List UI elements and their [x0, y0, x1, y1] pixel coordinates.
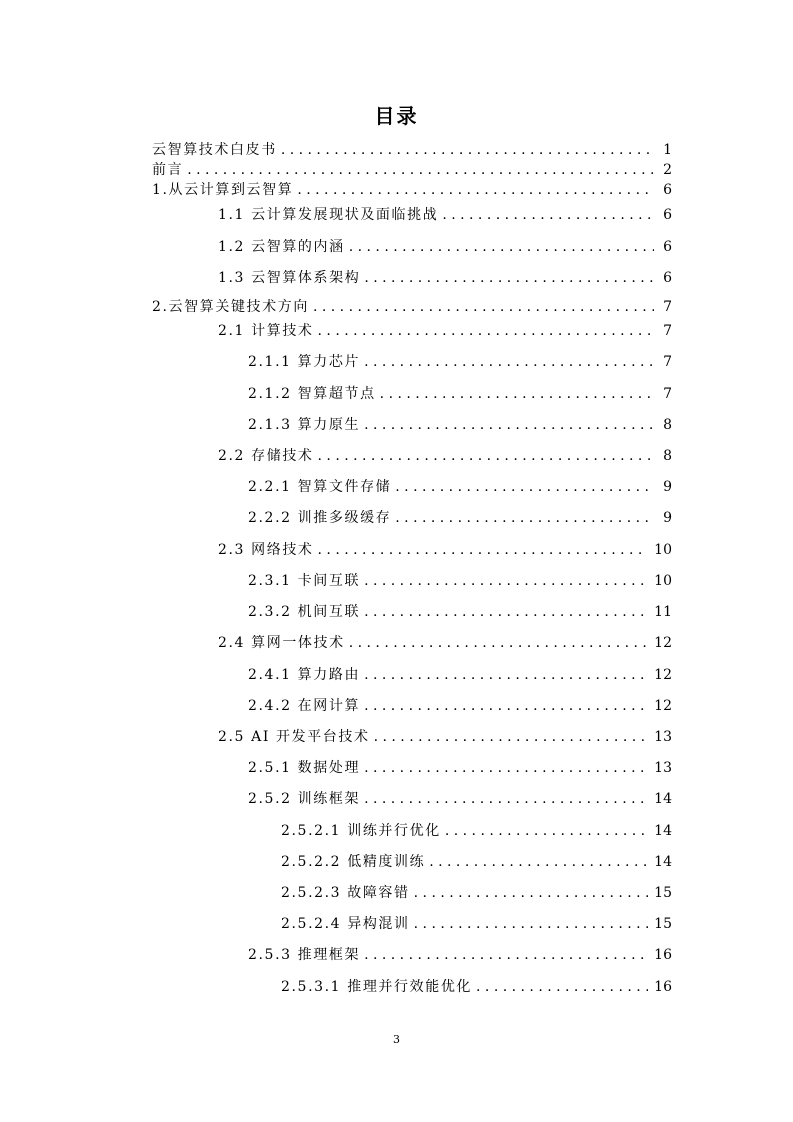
toc-entry-page: 15: [654, 885, 672, 901]
toc-entry-page: 8: [663, 448, 672, 464]
toc-leader-dots: [364, 353, 654, 372]
toc-entry-label: 2.5.1 数据处理: [248, 760, 361, 776]
toc-leader-dots: [414, 884, 649, 903]
toc-entry-label: 1.2 云智算的内涵: [218, 239, 345, 255]
toc-entry-page: 14: [654, 823, 672, 839]
toc-entry-page: 6: [663, 239, 672, 255]
toc-entry[interactable]: [218, 634, 672, 653]
toc-title: 目录: [374, 104, 419, 128]
toc-entry[interactable]: [152, 161, 672, 180]
toc-entry[interactable]: [218, 269, 672, 288]
page-number: 3: [393, 1033, 400, 1046]
toc-entry-page: 16: [654, 979, 672, 995]
toc-entry-page: 12: [654, 698, 672, 714]
toc-entry-label: 云智算技术白皮书: [152, 142, 277, 158]
toc-entry[interactable]: [218, 447, 672, 466]
toc-entry[interactable]: [218, 238, 672, 257]
toc-leader-dots: [349, 634, 648, 653]
toc-entry[interactable]: [218, 206, 672, 225]
toc-entry-page: 14: [654, 854, 672, 870]
toc-leader-dots: [364, 759, 648, 778]
toc-leader-dots: [476, 978, 648, 997]
toc-entry[interactable]: [248, 759, 672, 778]
toc-entry[interactable]: [152, 141, 672, 160]
toc-entry[interactable]: [248, 353, 672, 372]
toc-entry-label: 2.1 计算技术: [218, 323, 314, 339]
toc-leader-dots: [364, 572, 648, 591]
toc-entry-label: 2.3.2 机间互联: [248, 604, 361, 620]
toc-entry-label: 2.3 网络技术: [218, 542, 314, 558]
toc-entry[interactable]: [248, 790, 672, 809]
toc-entry-label: 1.3 云智算体系架构: [218, 270, 361, 286]
toc-entry-label: 1.从云计算到云智算: [152, 182, 294, 198]
toc-leader-dots: [395, 509, 654, 528]
toc-leader-dots: [281, 141, 654, 160]
toc-leader-dots: [364, 697, 648, 716]
toc-entry[interactable]: [218, 322, 672, 341]
toc-entry-label: 2.5.2.4 异构混训: [281, 916, 410, 932]
toc-entry-label: 2.5.2.2 低精度训练: [281, 854, 426, 870]
toc-entry-label: 2.1.1 算力芯片: [248, 354, 361, 370]
toc-entry-page: 9: [663, 479, 672, 495]
toc-entry-page: 7: [663, 323, 672, 339]
toc-entry-page: 6: [663, 207, 672, 223]
toc-entry-page: 2: [663, 162, 672, 178]
toc-leader-dots: [364, 790, 648, 809]
toc-entry-label: 2.3.1 卡间互联: [248, 573, 361, 589]
toc-leader-dots: [297, 181, 654, 200]
toc-entry-page: 10: [654, 542, 672, 558]
toc-entry-label: 2.4 算网一体技术: [218, 635, 345, 651]
toc-entry[interactable]: [248, 697, 672, 716]
toc-leader-dots: [313, 298, 654, 317]
toc-entry[interactable]: [248, 478, 672, 497]
toc-entry-page: 6: [663, 270, 672, 286]
toc-entry[interactable]: [248, 946, 672, 965]
toc-entry-label: 2.1.3 算力原生: [248, 417, 361, 433]
toc-entry-label: 2.5.3.1 推理并行效能优化: [281, 979, 473, 995]
toc-entry-page: 12: [654, 635, 672, 651]
toc-entry-label: 2.2.1 智算文件存储: [248, 479, 392, 495]
toc-entry[interactable]: [218, 541, 672, 560]
toc-entry-page: 14: [654, 791, 672, 807]
toc-entry[interactable]: [248, 416, 672, 435]
toc-entry-label: 2.4.2 在网计算: [248, 698, 361, 714]
toc-leader-dots: [414, 915, 649, 934]
toc-entry[interactable]: [152, 181, 672, 200]
toc-entry[interactable]: [281, 853, 672, 872]
toc-entry-label: 2.2.2 训推多级缓存: [248, 510, 392, 526]
toc-entry-page: 13: [654, 760, 672, 776]
toc-entry-page: 11: [654, 604, 672, 620]
toc-entry-label: 1.1 云计算发展现状及面临挑战: [218, 207, 439, 223]
toc-entry-page: 6: [663, 182, 672, 198]
toc-entry[interactable]: [248, 603, 672, 622]
toc-leader-dots: [187, 161, 654, 180]
toc-leader-dots: [445, 822, 648, 841]
toc-leader-dots: [374, 728, 649, 747]
toc-entry-label: 2.1.2 智算超节点: [248, 386, 376, 402]
toc-entry-page: 7: [663, 299, 672, 315]
toc-entry[interactable]: [248, 385, 672, 404]
toc-leader-dots: [364, 603, 648, 622]
toc-leader-dots: [318, 447, 654, 466]
toc-entry[interactable]: [152, 298, 672, 317]
toc-leader-dots: [364, 666, 648, 685]
toc-entry-page: 7: [663, 354, 672, 370]
toc-entry-label: 2.2 存储技术: [218, 448, 314, 464]
toc-entry-label: 2.5.2.1 训练并行优化: [281, 823, 441, 839]
toc-entry[interactable]: [281, 884, 672, 903]
toc-entry-page: 12: [654, 667, 672, 683]
toc-entry-page: 8: [663, 417, 672, 433]
toc-entry-page: 7: [663, 386, 672, 402]
toc-entry-label: 2.4.1 算力路由: [248, 667, 361, 683]
toc-leader-dots: [349, 238, 654, 257]
toc-entry-label: 前言: [152, 162, 184, 178]
toc-leader-dots: [442, 206, 654, 225]
toc-leader-dots: [395, 478, 654, 497]
toc-entry-label: 2.云智算关键技术方向: [152, 299, 309, 315]
toc-entry-label: 2.5 AI 开发平台技术: [218, 729, 370, 745]
toc-leader-dots: [380, 385, 654, 404]
toc-entry[interactable]: [281, 978, 672, 997]
toc-entry[interactable]: [248, 509, 672, 528]
toc-entry[interactable]: [281, 915, 672, 934]
toc-entry-page: 13: [654, 729, 672, 745]
toc-entry-label: 2.5.2.3 故障容错: [281, 885, 410, 901]
toc-entry-page: 1: [663, 142, 672, 158]
toc-entry-page: 16: [654, 947, 672, 963]
toc-entry-label: 2.5.3 推理框架: [248, 947, 361, 963]
toc-entry[interactable]: [281, 822, 672, 841]
toc-leader-dots: [318, 322, 654, 341]
toc-entry-label: 2.5.2 训练框架: [248, 791, 361, 807]
toc-leader-dots: [318, 541, 649, 560]
toc-entry[interactable]: [248, 666, 672, 685]
toc-entry-page: 15: [654, 916, 672, 932]
toc-leader-dots: [429, 853, 648, 872]
toc-entry-page: 9: [663, 510, 672, 526]
toc-leader-dots: [364, 946, 648, 965]
toc-entry[interactable]: [218, 728, 672, 747]
toc-leader-dots: [364, 416, 654, 435]
toc-entry-page: 10: [654, 573, 672, 589]
toc-leader-dots: [364, 269, 654, 288]
toc-entry[interactable]: [248, 572, 672, 591]
